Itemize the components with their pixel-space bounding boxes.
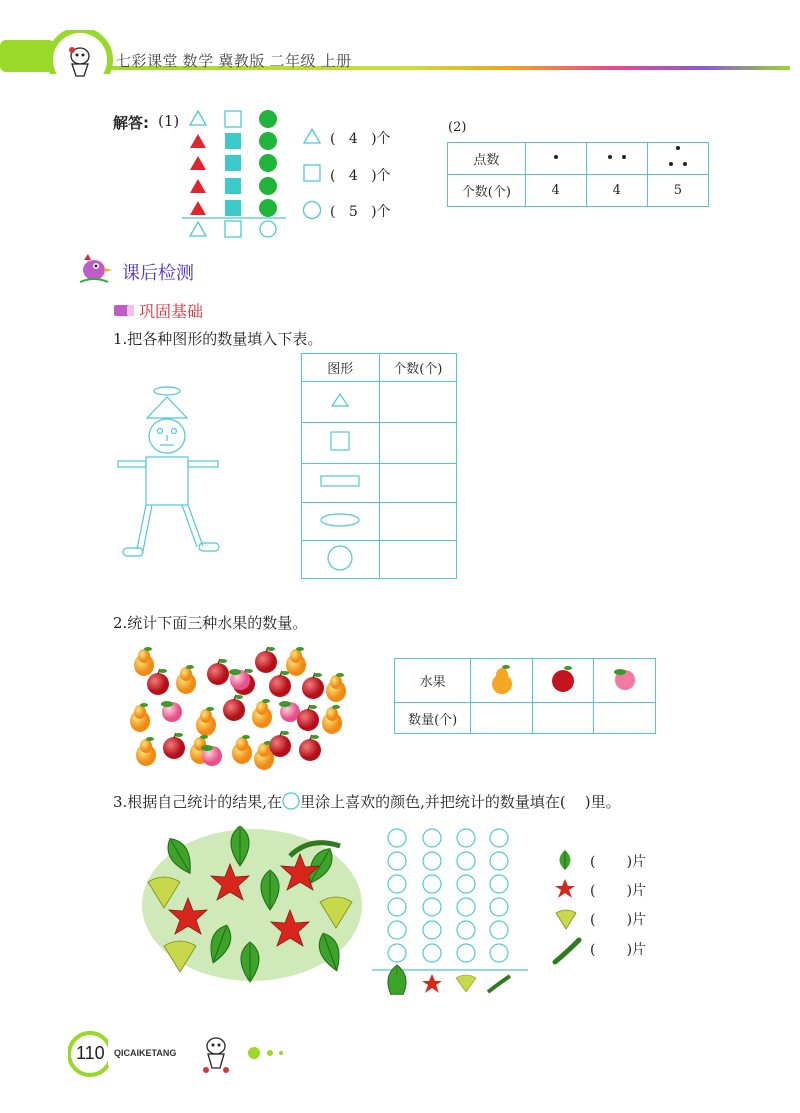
count-value: 4 [586, 175, 647, 207]
square-shape-icon [302, 423, 380, 464]
dot-two [586, 143, 647, 175]
dot-three [647, 143, 708, 175]
q3-text-b: 里涂上喜欢的颜色,并把统计的数量填在( [300, 793, 566, 811]
section-subtitle: 巩固基础 [139, 302, 204, 321]
fruit-count-table [394, 658, 656, 734]
count-cell[interactable] [379, 382, 456, 423]
triangle-red [190, 156, 206, 170]
square-outline [225, 111, 241, 127]
square-count: 4 [348, 168, 358, 184]
count-header: 个数(个) [448, 175, 526, 207]
pear-icon [471, 659, 533, 703]
mascot-icon [198, 1032, 234, 1074]
circle-green [259, 177, 277, 195]
dot-count-table [447, 142, 709, 207]
circle-green [259, 132, 277, 150]
ginkgo-leaf-icon [554, 907, 578, 931]
green-leaf-icon [554, 848, 576, 872]
shape-count-table [301, 353, 457, 579]
fruit-count-header: 数量(个) [395, 703, 471, 734]
ellipse-shape-icon [302, 503, 380, 541]
triangle-icon [303, 128, 321, 144]
triangle-outline [190, 222, 206, 236]
count-cell[interactable] [379, 464, 456, 503]
count-cell[interactable] [594, 703, 656, 734]
maple-leaf-icon [553, 877, 577, 901]
rectangle-shape-icon [302, 464, 380, 503]
leaf-axis-icons [386, 972, 514, 996]
circle-green [259, 110, 277, 128]
section-title: 课后检测 [122, 263, 194, 284]
willow-leaf-icon [552, 937, 582, 965]
count-value: 4 [525, 175, 586, 207]
triangle-red [190, 179, 206, 193]
square-teal [225, 200, 241, 216]
count-cell[interactable] [379, 503, 456, 541]
header-title: 七彩课堂 数学 冀教版 二年级 上册 [116, 53, 352, 70]
q3-text-a: 3.根据自己统计的结果,在 [113, 793, 283, 811]
leaf-pile [140, 826, 365, 984]
triangle-shape-icon [302, 382, 380, 423]
triangle-red [190, 134, 206, 148]
circle-count: 5 [348, 204, 358, 220]
circle-grid [370, 825, 530, 995]
count-cell[interactable] [532, 703, 594, 734]
fruit-header: 水果 [395, 659, 471, 703]
triangle-outline [190, 111, 206, 125]
peach-icon [594, 659, 656, 703]
square-teal [225, 133, 241, 149]
triangle-red [190, 201, 206, 215]
circle-icon [302, 200, 322, 220]
square-teal [225, 155, 241, 171]
robot-figure [115, 385, 223, 561]
q3-text-c: )里。 [584, 793, 621, 811]
circle-shape-icon [302, 541, 380, 579]
mascot-icon [60, 42, 100, 80]
square-outline [225, 221, 241, 237]
circle-green [259, 154, 277, 172]
circle-outline-icon [282, 792, 300, 810]
eraser-icon [113, 302, 135, 318]
answer-label: 解答: [113, 114, 149, 132]
count-value: 5 [647, 175, 708, 207]
square-teal [225, 178, 241, 194]
part1-label: (1) [158, 112, 180, 130]
count-cell[interactable] [471, 703, 533, 734]
part2-label: (2) [448, 120, 467, 135]
dot-header: 点数 [448, 143, 526, 175]
dot-one [525, 143, 586, 175]
triangle-count: 4 [348, 131, 358, 147]
col-shape-header: 图形 [302, 354, 380, 382]
q1-text: 1.把各种图形的数量填入下表。 [113, 330, 323, 348]
bird-mascot-icon [74, 252, 114, 286]
apple-icon [532, 659, 594, 703]
q2-text: 2.统计下面三种水果的数量。 [113, 614, 308, 632]
footer-dots [246, 1046, 292, 1060]
circle-green [259, 199, 277, 217]
col-count-header: 个数(个) [379, 354, 456, 382]
count-cell[interactable] [379, 541, 456, 579]
square-icon [303, 164, 321, 182]
count-cell[interactable] [379, 423, 456, 464]
footer-brand: QICAIKETANG [114, 1048, 177, 1058]
page-number: 110 [76, 1043, 105, 1063]
shape-bar-graph [180, 106, 290, 242]
circle-outline [260, 221, 276, 237]
fruit-cluster [128, 640, 350, 774]
